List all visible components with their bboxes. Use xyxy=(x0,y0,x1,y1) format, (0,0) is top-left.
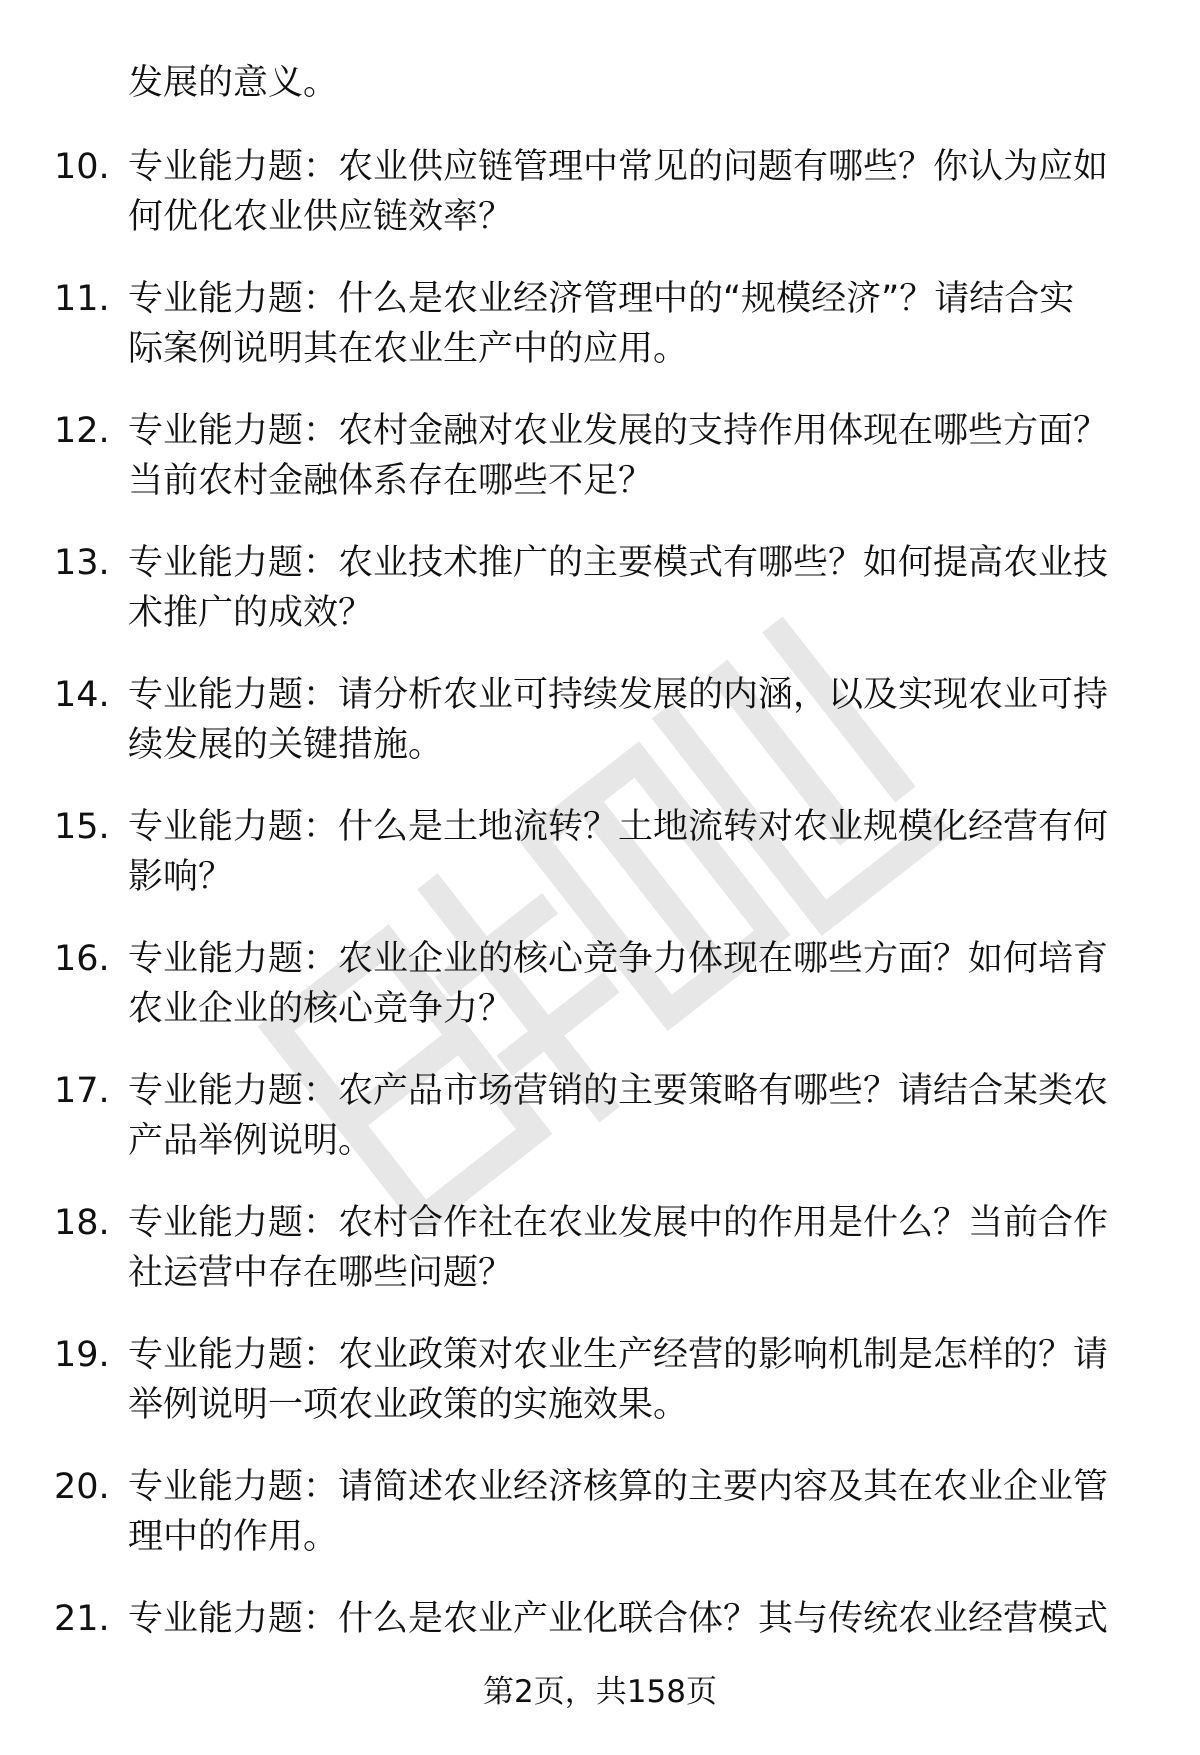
question-text xyxy=(128,934,1138,1034)
question-text xyxy=(128,802,1138,902)
question-text-line: 农业企业的核心竞争力？ xyxy=(128,989,514,1029)
question-text-line: 术推广的成效？ xyxy=(128,593,374,633)
question-text-line: 专业能力题：请分析农业可持续发展的内涵，以及实现农业可持 xyxy=(128,675,1109,715)
question-number: 21. xyxy=(54,1599,110,1639)
question-text-line: 专业能力题：农业技术推广的主要模式有哪些？如何提高农业技 xyxy=(128,543,1109,583)
question-text-line: 续发展的关键措施。 xyxy=(128,725,444,765)
question-item xyxy=(0,1066,1200,1198)
question-text-line: 当前农村金融体系存在哪些不足？ xyxy=(128,461,654,501)
question-item xyxy=(0,934,1200,1066)
question-number: 20. xyxy=(54,1467,110,1507)
question-text xyxy=(128,142,1138,242)
question-number: 12. xyxy=(54,411,110,451)
question-text-line: 专业能力题：农村合作社在农业发展中的作用是什么？当前合作 xyxy=(128,1203,1109,1243)
question-item xyxy=(0,670,1200,802)
question-number: 14. xyxy=(54,675,110,715)
question-text xyxy=(128,274,1138,374)
question-text-line: 举例说明一项农业政策的实施效果。 xyxy=(128,1385,689,1425)
question-number: 17. xyxy=(54,1071,110,1111)
question-text xyxy=(128,1066,1138,1166)
question-number: 13. xyxy=(54,543,110,583)
question-text-line: 专业能力题：什么是土地流转？土地流转对农业规模化经营有何 xyxy=(128,807,1109,847)
question-text-line: 专业能力题：农村金融对农业发展的支持作用体现在哪些方面？ xyxy=(128,411,1109,451)
question-number: 16. xyxy=(54,939,110,979)
question-text xyxy=(128,1462,1138,1562)
question-list xyxy=(0,142,1200,1726)
question-text-line: 专业能力题：什么是农业经济管理中的“规模经济”？请结合实 xyxy=(128,279,1075,319)
question-text-line: 专业能力题：农业企业的核心竞争力体现在哪些方面？如何培育 xyxy=(128,939,1109,979)
question-text-line: 专业能力题：农产品市场营销的主要策略有哪些？请结合某类农 xyxy=(128,1071,1109,1111)
question-text-line: 理中的作用。 xyxy=(128,1517,339,1557)
question-number: 10. xyxy=(54,147,110,187)
question-text-line: 何优化农业供应链效率？ xyxy=(128,197,514,237)
question-number: 18. xyxy=(54,1203,110,1243)
question-item xyxy=(0,274,1200,406)
question-text-line: 专业能力题：农业供应链管理中常见的问题有哪些？你认为应如 xyxy=(128,147,1109,187)
question-number: 11. xyxy=(54,279,110,319)
question-text-line: 影响？ xyxy=(128,857,234,897)
question-text-line: 际案例说明其在农业生产中的应用。 xyxy=(128,329,689,369)
question-text-line: 专业能力题：农业政策对农业生产经营的影响机制是怎样的？请 xyxy=(128,1335,1109,1375)
question-number: 15. xyxy=(54,807,110,847)
question-text xyxy=(128,538,1138,638)
question-text-line: 社运营中存在哪些问题？ xyxy=(128,1253,514,1293)
question-item xyxy=(0,406,1200,538)
question-item xyxy=(0,538,1200,670)
question-item xyxy=(0,1198,1200,1330)
continuation-text: 发展的意义。 xyxy=(128,63,339,103)
question-text xyxy=(128,1594,1138,1644)
question-text-line: 专业能力题：什么是农业产业化联合体？其与传统农业经营模式 xyxy=(128,1599,1109,1639)
question-text xyxy=(128,1198,1138,1298)
question-item xyxy=(0,142,1200,274)
question-item xyxy=(0,802,1200,934)
question-text xyxy=(128,406,1138,506)
question-item xyxy=(0,1330,1200,1462)
question-text-line: 产品举例说明。 xyxy=(128,1121,374,1161)
question-number: 19. xyxy=(54,1335,110,1375)
question-text xyxy=(128,1330,1138,1430)
question-text-line: 专业能力题：请简述农业经济核算的主要内容及其在农业企业管 xyxy=(128,1467,1109,1507)
page-footer: 第2页，共158页 xyxy=(483,1674,717,1710)
question-item xyxy=(0,1462,1200,1594)
question-text xyxy=(128,670,1138,770)
